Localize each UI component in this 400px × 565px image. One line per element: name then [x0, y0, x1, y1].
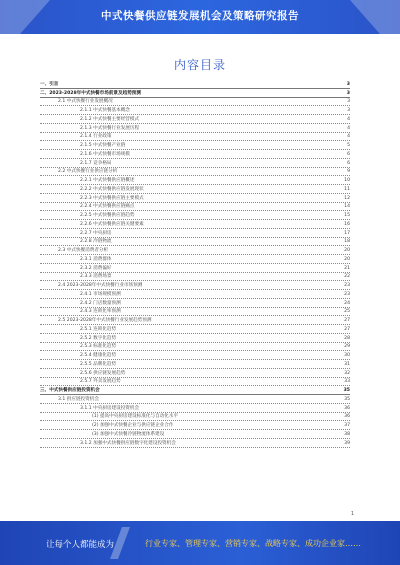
toc-entry-text: (3) 加强中式快餐冷链物流体系建设: [92, 431, 165, 437]
toc-entry-page: 25: [344, 309, 350, 315]
page-footer: [0, 521, 400, 565]
toc-entry-text: 2.4.1 市场规模预测: [80, 291, 121, 297]
toc-row[interactable]: [40, 308, 350, 317]
toc-row[interactable]: [40, 290, 350, 299]
toc-row[interactable]: [40, 246, 350, 255]
toc-entry-page: 22: [344, 274, 350, 280]
toc-entry-text: 2.1.6 中式快餐市场规模: [80, 151, 130, 157]
toc-entry-text: 2.2.1 中式快餐供应链概述: [80, 178, 135, 183]
toc-entry-text: 2.1 中式快餐行业发展概况: [58, 99, 113, 105]
toc-entry-page: 20: [344, 256, 350, 262]
toc-entry-text: 2.5.7 外卖发展趋势: [80, 379, 121, 385]
toc-row[interactable]: [40, 168, 350, 177]
toc-entry-text: 2.5.4 健康化趋势: [80, 353, 117, 358]
toc-entry-text: 2.5.2 数字化趋势: [80, 335, 117, 341]
toc-entry-page: 38: [344, 431, 350, 437]
page-header: [0, 0, 400, 34]
toc-entry-text: 3.1.1 中央厨房建设投资机会: [80, 405, 140, 411]
toc-row[interactable]: [40, 334, 350, 343]
toc-row[interactable]: [40, 351, 350, 360]
table-of-contents: [40, 80, 350, 448]
toc-entry-text: 2.2.5 中式快餐供应链趋势: [80, 213, 135, 218]
toc-row[interactable]: [40, 273, 350, 282]
toc-entry-page: 28: [344, 335, 350, 341]
toc-heading: 内容目录: [173, 58, 226, 72]
toc-row[interactable]: [40, 106, 350, 115]
toc-row[interactable]: [40, 80, 350, 89]
toc-row[interactable]: [40, 395, 350, 404]
toc-entry-text: 2.5 2023-2028年中式快餐行业发展趋势预测: [58, 318, 152, 323]
toc-entry-page: 23: [344, 283, 350, 288]
toc-entry-text: 一、引言: [40, 81, 59, 87]
toc-entry-text: 2.2.8 冷链物流: [80, 239, 112, 245]
toc-row[interactable]: [40, 421, 350, 430]
toc-entry-page: 20: [344, 248, 350, 253]
page-number: 1: [350, 511, 354, 517]
toc-entry-page: 6: [347, 151, 350, 157]
toc-entry-page: 3: [347, 99, 350, 105]
toc-row[interactable]: [40, 378, 350, 387]
toc-row[interactable]: [40, 211, 350, 220]
toc-row[interactable]: [40, 369, 350, 378]
toc-row[interactable]: [40, 124, 350, 133]
toc-entry-text: (2) 加强中式快餐企业与供应链企业合作: [92, 423, 174, 428]
toc-entry-text: 2.1.7 竞争格局: [80, 160, 112, 166]
toc-row[interactable]: [40, 89, 350, 98]
toc-entry-page: 17: [344, 230, 350, 236]
toc-entry-page: 11: [344, 186, 350, 192]
toc-entry-page: 3: [346, 81, 350, 87]
toc-entry-text: 3.1.2 加强中式快餐供应链数字化建设投资机会: [80, 440, 176, 446]
toc-row[interactable]: [40, 115, 350, 124]
toc-row[interactable]: [40, 238, 350, 247]
toc-row[interactable]: [40, 229, 350, 238]
footer-divider-icon: [110, 527, 130, 559]
toc-entry-text: 2.4 2023-2028年中式快餐行业市场预测: [58, 283, 143, 288]
toc-entry-page: 12: [344, 195, 350, 201]
toc-row[interactable]: [40, 220, 350, 229]
toc-row[interactable]: [40, 194, 350, 203]
toc-entry-text: 2.5.3 标准化趋势: [80, 344, 117, 350]
toc-entry-page: 5: [347, 143, 350, 148]
toc-entry-text: 二、2023-2028年中式快餐市场前景及趋势预测: [40, 90, 141, 96]
toc-row[interactable]: [40, 141, 350, 150]
toc-entry-text: 2.2.4 中式快餐供应链痛点: [80, 204, 135, 210]
toc-row[interactable]: [40, 133, 350, 142]
toc-entry-text: 2.4.2 门店数量预测: [80, 300, 121, 306]
toc-entry-page: 33: [344, 379, 350, 385]
footer-slogan: 让每个人都能成为: [46, 540, 115, 550]
toc-entry-page: 39: [344, 440, 350, 446]
toc-row[interactable]: [40, 343, 350, 352]
toc-row[interactable]: [40, 316, 350, 325]
toc-entry-text: 2.1.2 中式快餐主要经营模式: [80, 116, 140, 122]
footer-tagline: 行业专家、管理专家、营销专家、战略专家、成功企业家……: [145, 539, 361, 548]
toc-entry-page: 4: [347, 125, 350, 131]
toc-entry-page: 32: [344, 370, 350, 376]
toc-row[interactable]: [40, 404, 350, 413]
toc-row[interactable]: [40, 439, 350, 448]
toc-row[interactable]: [40, 430, 350, 439]
toc-entry-page: 23: [344, 291, 350, 297]
toc-entry-text: 2.5.1 连锁化趋势: [80, 326, 117, 332]
toc-row[interactable]: [40, 299, 350, 308]
toc-entry-page: 15: [344, 213, 350, 218]
toc-entry-text: 2.3 中式快餐消费者分析: [58, 248, 109, 253]
toc-entry-page: 4: [347, 116, 350, 122]
toc-row[interactable]: [40, 150, 350, 159]
toc-row[interactable]: [40, 98, 350, 107]
toc-entry-text: 3.1 供应链投资机会: [58, 396, 99, 402]
toc-entry-page: 6: [347, 160, 350, 166]
toc-entry-text: 2.2.3 中式快餐供应链主要模式: [80, 195, 144, 201]
toc-entry-text: 2.3.1 消费群体: [80, 256, 112, 262]
toc-row[interactable]: [40, 185, 350, 194]
toc-entry-page: 9: [347, 169, 350, 175]
toc-entry-text: 2.2.7 中央厨房: [80, 230, 112, 236]
toc-entry-page: 29: [344, 344, 350, 350]
toc-entry-page: 16: [344, 221, 350, 227]
toc-row[interactable]: [40, 255, 350, 264]
toc-entry-page: 37: [344, 423, 350, 428]
toc-entry-page: 3: [347, 108, 350, 113]
toc-entry-page: 4: [347, 134, 350, 140]
toc-entry-text: 2.1.3 中式快餐行业发展历程: [80, 125, 140, 131]
toc-entry-page: 27: [344, 326, 350, 332]
toc-entry-page: 30: [344, 353, 350, 358]
toc-entry-text: 2.2 中式快餐行业供应链分析: [58, 169, 118, 175]
toc-entry-text: 2.4.3 连锁化率预测: [80, 309, 121, 315]
toc-entry-text: 2.3.3 消费场景: [80, 274, 112, 280]
toc-entry-page: 36: [344, 414, 350, 420]
report-title: 中式快餐供应链发展机会及策略研究报告: [101, 10, 299, 22]
toc-entry-text: 2.1.5 中式快餐产业链: [80, 143, 126, 148]
toc-entry-text: 2.2.6 中式快餐供应链关键要素: [80, 221, 144, 227]
toc-entry-text: 三、中式快餐供应链投资机会: [40, 388, 100, 393]
toc-entry-page: 35: [344, 396, 350, 402]
toc-entry-page: 18: [344, 239, 350, 245]
toc-row[interactable]: [40, 176, 350, 185]
toc-entry-text: 2.2.2 中式快餐供应链发展现状: [80, 186, 144, 192]
toc-row[interactable]: [40, 360, 350, 369]
toc-entry-page: 21: [344, 265, 350, 271]
toc-entry-text: 2.5.6 供应链发展趋势: [80, 370, 126, 376]
toc-entry-page: 3: [346, 90, 350, 96]
toc-row[interactable]: [40, 264, 350, 273]
toc-row[interactable]: [40, 386, 350, 395]
toc-entry-page: 36: [344, 405, 350, 411]
toc-entry-text: 2.1.1 中式快餐基本概念: [80, 108, 130, 113]
toc-row[interactable]: [40, 203, 350, 212]
toc-entry-page: 14: [344, 204, 350, 210]
toc-entry-page: 35: [343, 388, 350, 393]
toc-entry-text: (1) 提高中央厨房建设标准化与自动化水平: [92, 414, 179, 420]
toc-row[interactable]: [40, 159, 350, 168]
toc-row[interactable]: [40, 413, 350, 422]
toc-entry-text: 2.1.4 行业政策: [80, 134, 112, 140]
toc-entry-page: 24: [344, 300, 350, 306]
toc-entry-text: 2.3.2 消费偏好: [80, 265, 112, 271]
toc-row[interactable]: [40, 281, 350, 290]
toc-entry-page: 27: [344, 318, 350, 323]
toc-row[interactable]: [40, 325, 350, 334]
toc-entry-page: 31: [344, 361, 350, 367]
toc-entry-text: 2.5.5 品牌化趋势: [80, 361, 117, 367]
toc-entry-page: 10: [344, 178, 350, 183]
